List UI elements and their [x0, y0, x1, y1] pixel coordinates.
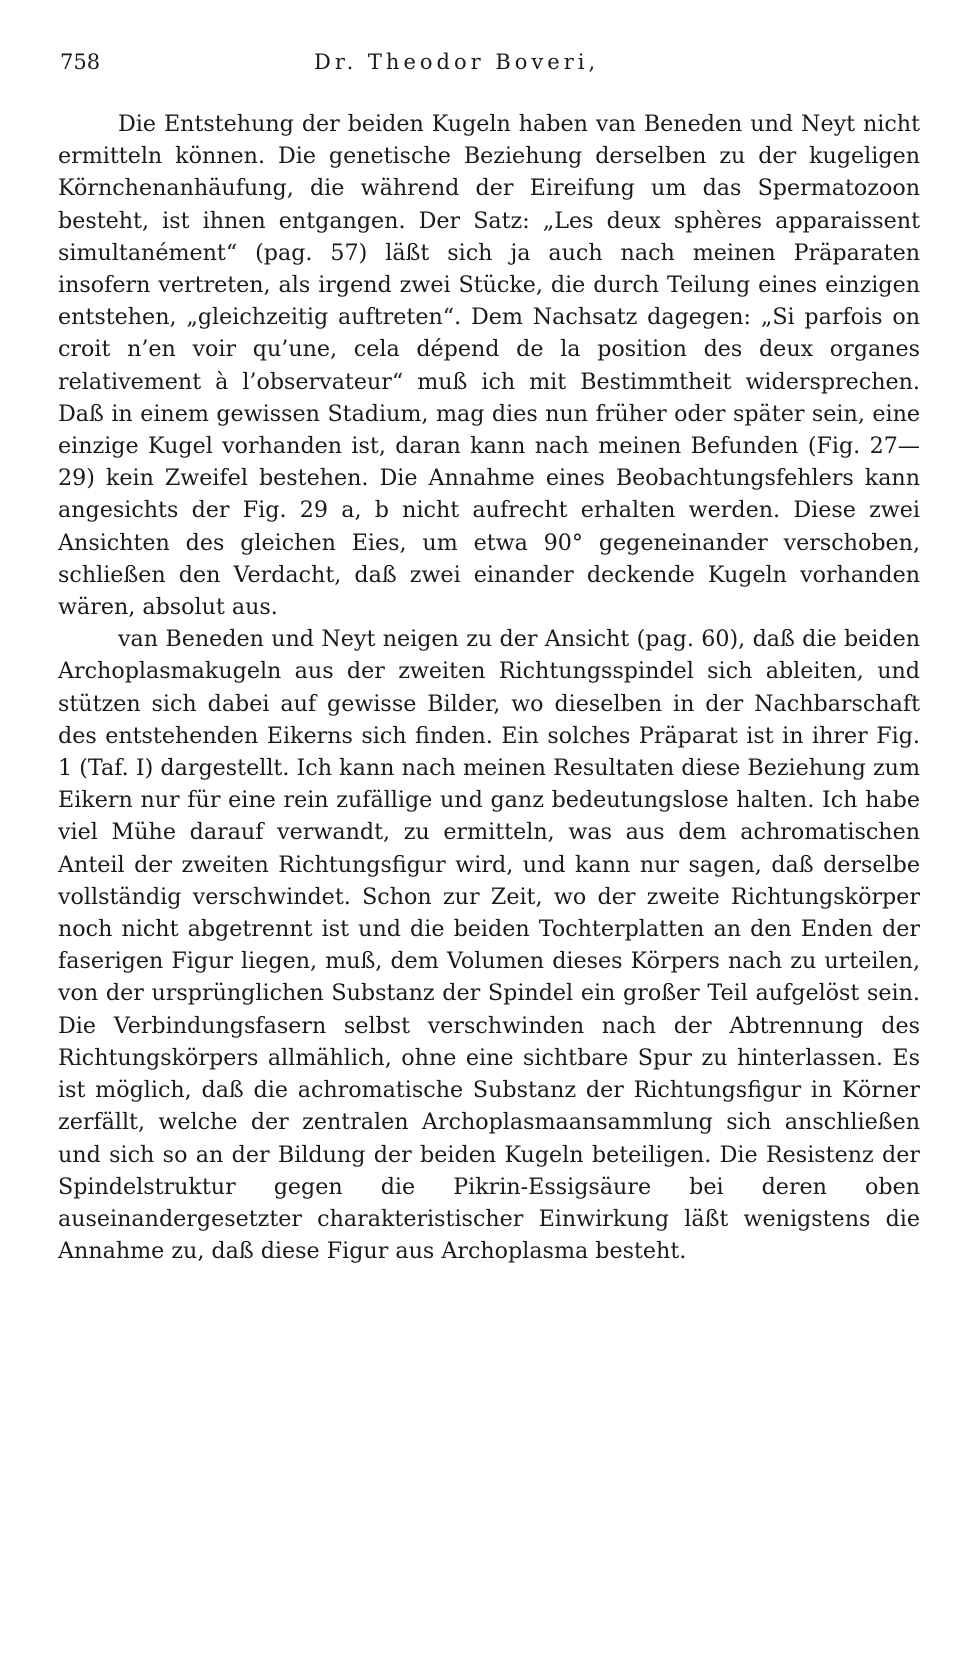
- paragraph: van Beneden und Neyt neigen zu der Ansicht (pag. 60), daß die beiden Archoplasmakugeln aus der zweiten Richtungsspindel sich ableiten, und stützen sich dabei auf gewisse Bilder, wo dieselben in der Nachbarschaft des entstehenden Eikerns sich finden. Ein solches Präparat ist in ihrer Fig. 1 (Taf. I) dargestellt. Ich kann nach meinen Resultaten diese Beziehung zum Eikern nur für eine rein zufällige und ganz bedeutungslose halten. Ich habe viel Mühe darauf verwandt, zu ermitteln, was aus dem achromatischen Anteil der zweiten Richtungsfigur wird, und kann nur sagen, daß derselbe vollständig verschwindet. Schon zur Zeit, wo der zweite Richtungskörper noch nicht abgetrennt ist und die beiden Tochterplatten an den Enden der faserigen Figur liegen, muß, dem Volumen dieses Körpers nach zu urteilen, von der ursprünglichen Substanz der Spindel ein großer Teil aufgelöst sein. Die Verbindungsfasern selbst verschwinden nach der Abtrennung des Richtungskörpers allmählich, ohne eine sichtbare Spur zu hinterlassen. Es ist möglich, daß die achromatische Substanz der Richtungsfigur in Körner zerfällt, welche der zentralen Archoplasmaansammlung sich anschließen und sich so an der Bildung der beiden Kugeln beteiligen. Die Resistenz der Spindelstruktur gegen die Pikrin-Essigsäure bei deren oben auseinandergesetzter charakteristischer Einwirkung läßt wenigstens die Annahme zu, daß diese Figur aus Archoplasma besteht.: [58, 626, 920, 1265]
- body-text: [58, 108, 920, 1267]
- running-head-author: Dr. Theodor Boveri,: [314, 50, 600, 74]
- paragraph: Die Entstehung der beiden Kugeln haben van Beneden und Neyt nicht ermitteln können. Die genetische Beziehung derselben zu der kugeligen Körnchenanhäufung, die während der Eireifung um das Spermatozoon besteht, ist ihnen entgangen. Der Satz: „Les deux sphères apparaissent simultanément“ (pag. 57) läßt sich ja auch nach meinen Präparaten insofern vertreten, als irgend zwei Stücke, die durch Teilung eines einzigen entstehen, „gleichzeitig auftreten“. Dem Nachsatz dagegen: „Si parfois on croit n’en voir qu’une, cela dépend de la position des deux organes relativement à l’observateur“ muß ich mit Bestimmtheit widersprechen. Daß in einem gewissen Stadium, mag dies nun früher oder später sein, eine einzige Kugel vorhanden ist, daran kann nach meinen Befunden (Fig. 27—29) kein Zweifel bestehen. Die Annahme eines Beobachtungsfehlers kann angesichts der Fig. 29 a, b nicht aufrecht erhalten werden. Diese zwei Ansichten des gleichen Eies, um etwa 90° gegeneinander verschoben, schließen den Verdacht, daß zwei einander deckende Kugeln vorhanden wären, absolut aus.: [58, 111, 920, 621]
- running-head: [58, 50, 920, 86]
- page-number: 758: [60, 50, 101, 74]
